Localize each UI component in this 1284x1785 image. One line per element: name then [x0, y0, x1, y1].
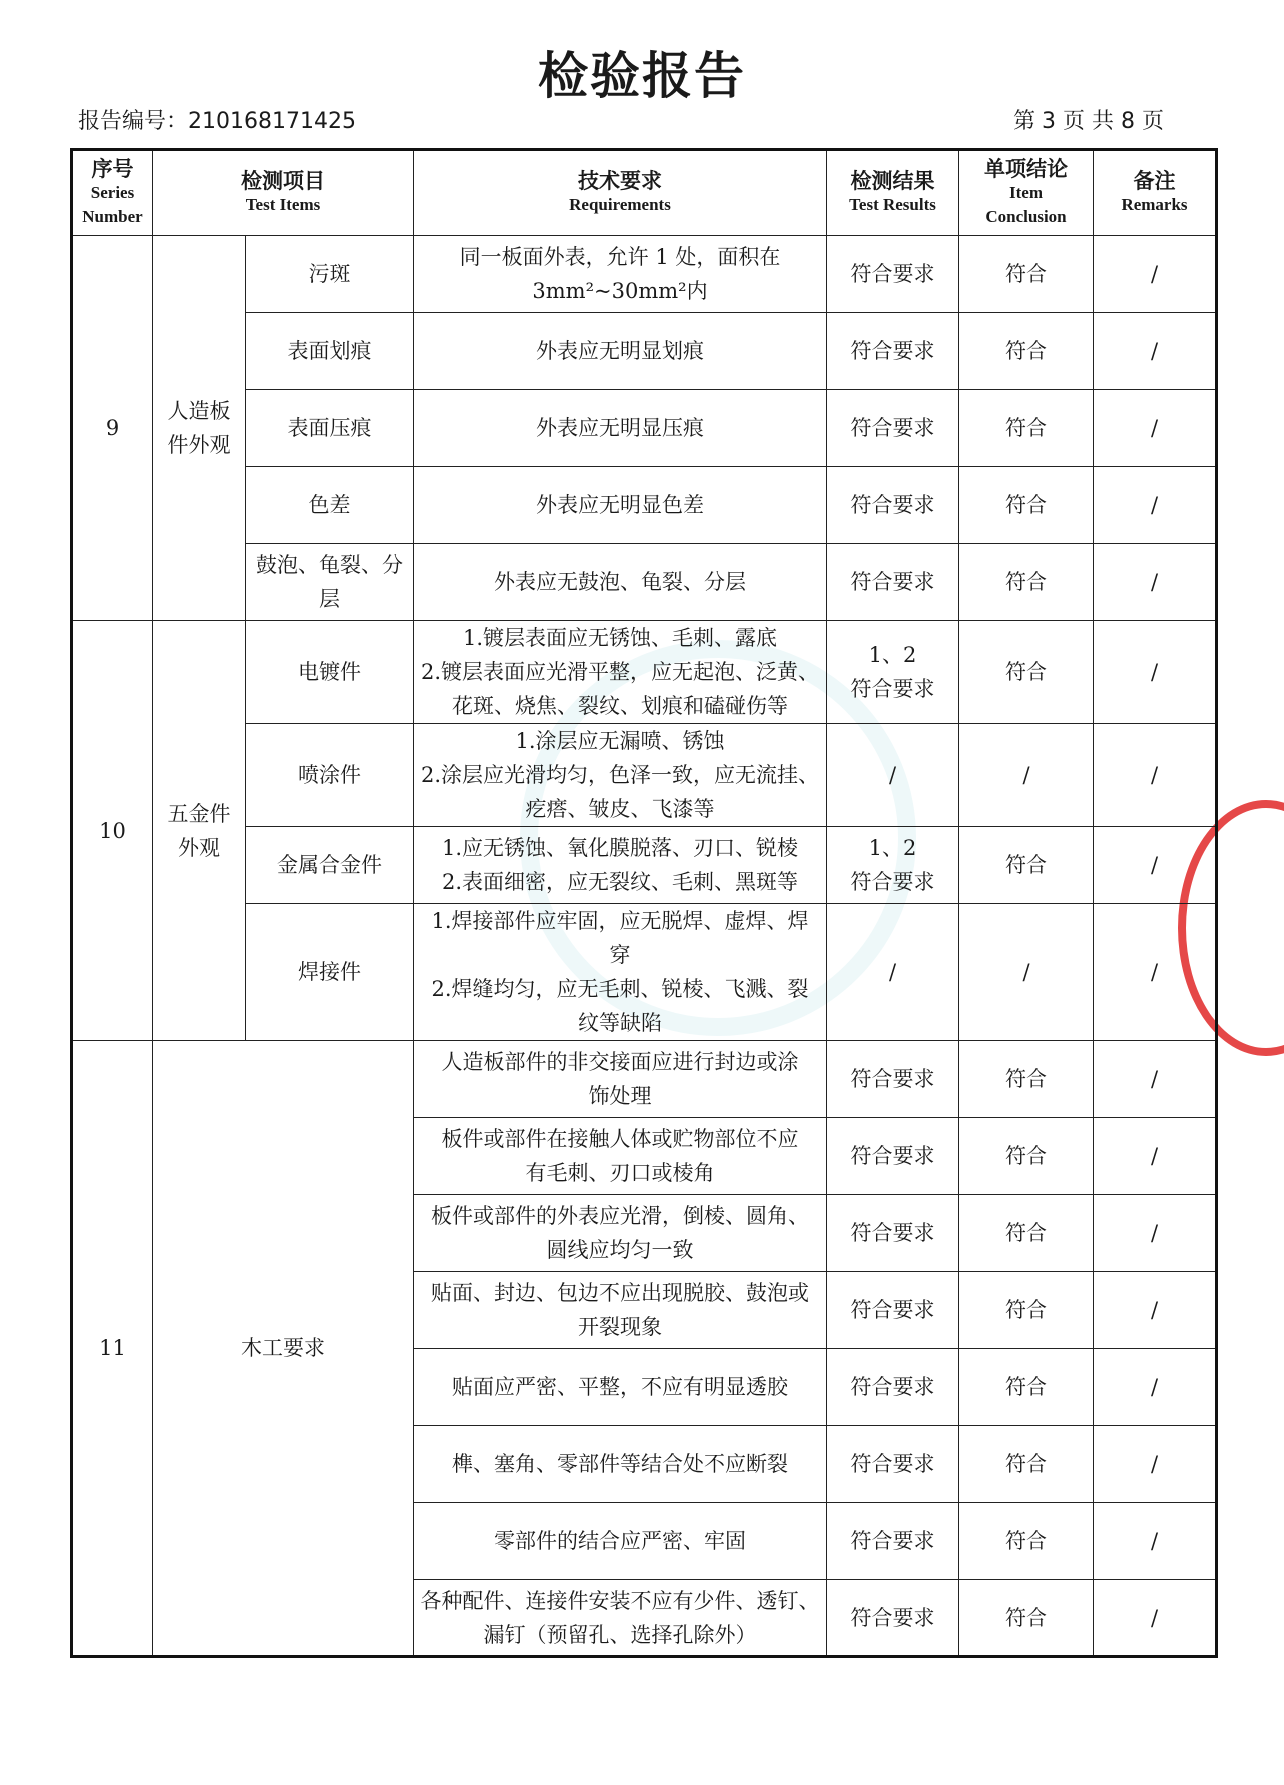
test-item: 金属合金件 [246, 827, 414, 904]
remark: / [1094, 236, 1217, 313]
conclusion: 符合 [959, 1349, 1094, 1426]
conclusion: 符合 [959, 544, 1094, 621]
requirement: 1.涂层应无漏喷、锈蚀 2.涂层应光滑均匀，色泽一致，应无流挂、 疙瘩、皱皮、飞漆等 [414, 724, 827, 827]
report-number-value: 210168171425 [188, 109, 356, 134]
requirement: 1.焊接部件应牢固，应无脱焊、虚焊、焊 穿 2.焊缝均匀，应无毛刺、锐棱、飞溅、裂 纹等缺陷 [414, 904, 827, 1041]
requirement: 外表应无明显色差 [414, 467, 827, 544]
header-requirements: 技术要求 Requirements [414, 150, 827, 236]
test-result: 符合要求 [827, 1195, 959, 1272]
test-result: 符合要求 [827, 390, 959, 467]
requirement: 榫、塞角、零部件等结合处不应断裂 [414, 1426, 827, 1503]
requirement: 1.应无锈蚀、氧化膜脱落、刃口、锐棱 2.表面细密，应无裂纹、毛刺、黑斑等 [414, 827, 827, 904]
header-row [72, 150, 1217, 236]
test-item: 喷涂件 [246, 724, 414, 827]
remark: / [1094, 1195, 1217, 1272]
conclusion: 符合 [959, 621, 1094, 724]
requirement: 人造板部件的非交接面应进行封边或涂 饰处理 [414, 1041, 827, 1118]
test-result: 符合要求 [827, 467, 959, 544]
test-result: 符合要求 [827, 1349, 959, 1426]
conclusion: 符合 [959, 1041, 1094, 1118]
requirement: 同一板面外表，允许 1 处，面积在 3mm²~30mm²内 [414, 236, 827, 313]
conclusion: 符合 [959, 390, 1094, 467]
remark: / [1094, 1349, 1217, 1426]
remark: / [1094, 1041, 1217, 1118]
report-number-label: 报告编号： [78, 109, 189, 134]
report-title: 检验报告 [538, 47, 746, 105]
table-row [72, 236, 1217, 313]
remark: / [1094, 621, 1217, 724]
series-number: 10 [72, 621, 153, 1041]
requirement: 贴面、封边、包边不应出现脱胶、鼓泡或 开裂现象 [414, 1272, 827, 1349]
conclusion: 符合 [959, 1195, 1094, 1272]
series-number: 9 [72, 236, 153, 621]
requirement: 贴面应严密、平整，不应有明显透胶 [414, 1349, 827, 1426]
test-item: 表面划痕 [246, 313, 414, 390]
series-number: 11 [72, 1041, 153, 1657]
report-number [78, 104, 356, 135]
remark: / [1094, 313, 1217, 390]
header-item-conclusion: 单项结论 Item Conclusion [959, 150, 1094, 236]
inspection-table [70, 148, 1218, 1658]
conclusion: 符合 [959, 827, 1094, 904]
category: 木工要求 [153, 1041, 414, 1657]
test-result: 符合要求 [827, 1118, 959, 1195]
remark: / [1094, 1580, 1217, 1657]
conclusion: 符合 [959, 313, 1094, 390]
test-item: 电镀件 [246, 621, 414, 724]
test-result: 符合要求 [827, 1426, 959, 1503]
table-row [72, 1041, 1217, 1118]
header-test-items: 检测项目 Test Items [153, 150, 414, 236]
conclusion: 符合 [959, 236, 1094, 313]
remark: / [1094, 1118, 1217, 1195]
table-row [72, 621, 1217, 724]
requirement: 外表应无明显划痕 [414, 313, 827, 390]
test-item: 色差 [246, 467, 414, 544]
remark: / [1094, 544, 1217, 621]
requirement: 板件或部件的外表应光滑，倒棱、圆角、 圆线应均匀一致 [414, 1195, 827, 1272]
requirement: 零部件的结合应严密、牢固 [414, 1503, 827, 1580]
test-result: 符合要求 [827, 236, 959, 313]
requirement: 外表应无鼓泡、龟裂、分层 [414, 544, 827, 621]
remark: / [1094, 827, 1217, 904]
conclusion: 符合 [959, 1272, 1094, 1349]
conclusion: / [959, 724, 1094, 827]
test-result: 符合要求 [827, 313, 959, 390]
conclusion: 符合 [959, 1426, 1094, 1503]
remark: / [1094, 904, 1217, 1041]
test-item: 鼓泡、龟裂、分 层 [246, 544, 414, 621]
conclusion: 符合 [959, 1503, 1094, 1580]
header-remarks: 备注 Remarks [1094, 150, 1217, 236]
test-result: / [827, 724, 959, 827]
page-info: 第 3 页 共 8 页 [1013, 109, 1164, 134]
header-test-results: 检测结果 Test Results [827, 150, 959, 236]
requirement: 1.镀层表面应无锈蚀、毛刺、露底 2.镀层表面应光滑平整，应无起泡、泛黄、 花斑、烧焦、裂纹、划痕和磕碰伤等 [414, 621, 827, 724]
test-result: 符合要求 [827, 1272, 959, 1349]
remark: / [1094, 1503, 1217, 1580]
category: 人造板 件外观 [153, 236, 246, 621]
test-result: 符合要求 [827, 1041, 959, 1118]
test-result: 符合要求 [827, 1503, 959, 1580]
requirement: 板件或部件在接触人体或贮物部位不应 有毛刺、刃口或棱角 [414, 1118, 827, 1195]
test-result: 1、2 符合要求 [827, 621, 959, 724]
conclusion: 符合 [959, 467, 1094, 544]
test-result: 符合要求 [827, 544, 959, 621]
requirement: 各种配件、连接件安装不应有少件、透钉、 漏钉（预留孔、选择孔除外） [414, 1580, 827, 1657]
category: 五金件 外观 [153, 621, 246, 1041]
remark: / [1094, 724, 1217, 827]
remark: / [1094, 467, 1217, 544]
test-item: 焊接件 [246, 904, 414, 1041]
test-item: 表面压痕 [246, 390, 414, 467]
requirement: 外表应无明显压痕 [414, 390, 827, 467]
remark: / [1094, 1272, 1217, 1349]
conclusion: 符合 [959, 1580, 1094, 1657]
test-result: 1、2 符合要求 [827, 827, 959, 904]
test-item: 污斑 [246, 236, 414, 313]
test-result: / [827, 904, 959, 1041]
remark: / [1094, 390, 1217, 467]
remark: / [1094, 1426, 1217, 1503]
conclusion: 符合 [959, 1118, 1094, 1195]
conclusion: / [959, 904, 1094, 1041]
header-series: 序号 Series Number [72, 150, 153, 236]
test-result: 符合要求 [827, 1580, 959, 1657]
